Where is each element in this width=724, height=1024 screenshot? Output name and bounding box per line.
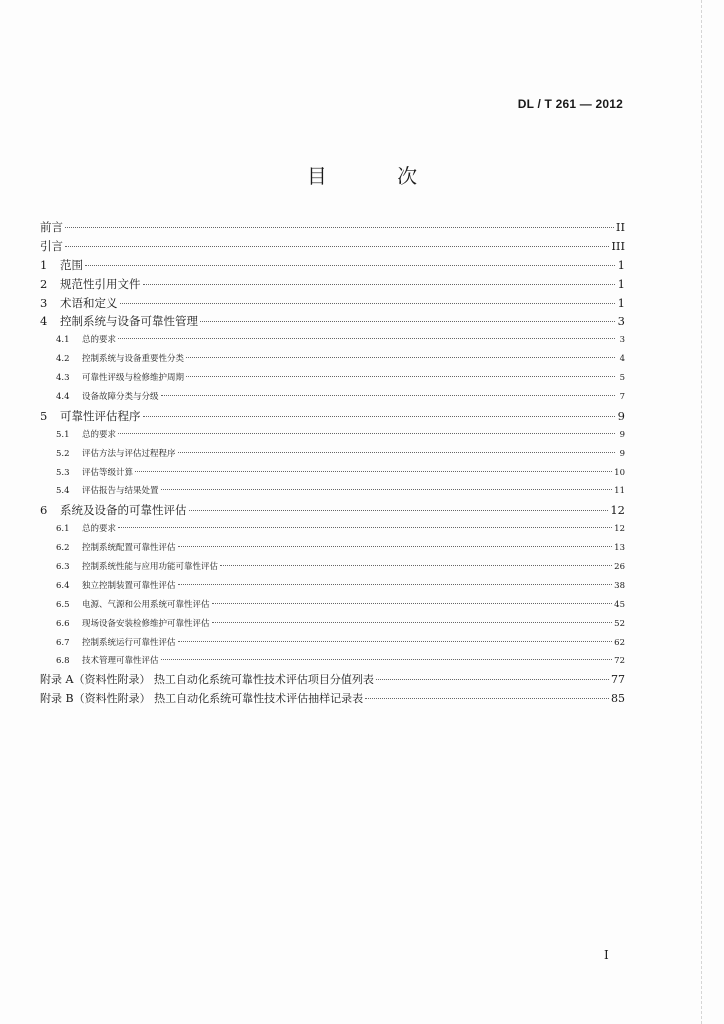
toc-entry-page: 9: [619, 448, 625, 459]
toc-entry-number: 5: [40, 408, 48, 423]
toc-leader-dots: [178, 633, 613, 642]
toc-entry-label: 附录 A（资料性附录） 热工自动化系统可靠性技术评估项目分值列表: [40, 673, 374, 687]
toc-entry-number: 4.4: [56, 392, 70, 403]
toc-entry-page: 26: [614, 562, 625, 573]
toc-entry[interactable]: [40, 350, 625, 369]
toc-entry-number: 6.3: [56, 562, 70, 573]
toc-entry[interactable]: [40, 426, 625, 445]
toc-entry-page: 45: [614, 599, 625, 610]
toc-entry-page: 7: [619, 392, 625, 403]
toc-entry-label: 附录 B（资料性附录） 热工自动化系统可靠性技术评估抽样记录表: [40, 692, 364, 706]
toc-entry-page: 1: [617, 257, 625, 272]
toc-entry-page: 12: [614, 524, 625, 535]
toc-entry-label: 前言: [40, 220, 63, 234]
toc-entry-label: 评估报告与结果处置: [82, 486, 159, 497]
toc-entry-number: 6.7: [56, 637, 70, 648]
toc-entry-number: 4: [40, 314, 48, 329]
toc-leader-dots: [220, 557, 612, 566]
toc-leader-dots: [65, 217, 614, 228]
toc-entry[interactable]: [40, 369, 625, 388]
toc-entry-page: 4: [619, 354, 625, 365]
toc-leader-dots: [118, 331, 615, 340]
toc-entry-number: 5.4: [56, 486, 70, 497]
toc-entry-label: 设备故障分类与分级: [82, 392, 159, 403]
toc-leader-dots: [161, 387, 615, 396]
table-of-contents: [40, 218, 625, 709]
toc-entry-label: 总的要求: [82, 524, 117, 535]
toc-entry-label: 总的要求: [82, 335, 117, 346]
toc-entry-page: 11: [614, 486, 625, 497]
toc-entry-page: 1: [617, 276, 625, 291]
toc-entry[interactable]: [40, 615, 625, 634]
toc-entry-number: 6.5: [56, 599, 70, 610]
toc-entry-label: 术语和定义: [60, 295, 118, 310]
toc-leader-dots: [143, 273, 616, 284]
toc-entry[interactable]: [40, 577, 625, 596]
toc-entry[interactable]: [40, 256, 625, 275]
toc-entry-number: 5.1: [56, 429, 70, 440]
toc-leader-dots: [85, 254, 615, 265]
toc-entry-label: 可靠性评估程序: [60, 408, 141, 423]
toc-entry-page: 12: [610, 503, 625, 518]
toc-entry[interactable]: [40, 445, 625, 464]
toc-entry-number: 1: [40, 257, 48, 272]
toc-entry-page: 9: [619, 429, 625, 440]
toc-entry[interactable]: [40, 690, 625, 709]
toc-leader-dots: [161, 482, 613, 491]
toc-entry-number: 6: [40, 503, 48, 518]
toc-entry-label: 评估方法与评估过程程序: [82, 448, 176, 459]
standard-code: DL / T 261 — 2012: [517, 97, 623, 111]
toc-leader-dots: [186, 368, 615, 377]
scan-edge-artifact: [700, 0, 702, 1024]
toc-entry[interactable]: [40, 331, 625, 350]
toc-entry-page: 3: [617, 314, 625, 329]
toc-entry-label: 控制系统配置可靠性评估: [82, 543, 176, 554]
toc-entry-label: 范围: [60, 257, 83, 272]
toc-entry-page: 62: [614, 637, 625, 648]
page-number: I: [604, 948, 609, 962]
toc-entry-number: 6.6: [56, 618, 70, 629]
toc-leader-dots: [178, 539, 613, 548]
toc-entry-label: 控制系统性能与应用功能可靠性评估: [82, 562, 219, 573]
toc-entry[interactable]: [40, 388, 625, 407]
toc-entry-label: 独立控制装置可靠性评估: [82, 580, 176, 591]
toc-entry-number: 5.3: [56, 467, 70, 478]
toc-entry-page: 10: [614, 467, 625, 478]
toc-leader-dots: [189, 500, 609, 511]
toc-leader-dots: [65, 236, 609, 247]
toc-entry[interactable]: [40, 482, 625, 501]
toc-entry[interactable]: [40, 520, 625, 539]
toc-entry-label: 现场设备安装检修维护可靠性评估: [82, 618, 210, 629]
toc-leader-dots: [135, 463, 612, 472]
toc-entry-page: 52: [614, 618, 625, 629]
toc-entry-page: II: [615, 220, 625, 234]
toc-entry-page: 38: [614, 580, 625, 591]
toc-leader-dots: [178, 444, 615, 453]
toc-leader-dots: [212, 595, 613, 604]
toc-leader-dots: [186, 350, 615, 359]
toc-leader-dots: [161, 652, 613, 661]
toc-entry-label: 引言: [40, 238, 63, 253]
toc-entry-page: 9: [617, 408, 625, 423]
toc-entry-label: 控制系统运行可靠性评估: [82, 637, 176, 648]
toc-entry-label: 电源、气源和公用系统可靠性评估: [82, 599, 210, 610]
toc-entry[interactable]: [40, 634, 625, 653]
toc-entry-number: 6.2: [56, 543, 70, 554]
toc-entry-label: 控制系统与设备重要性分类: [82, 354, 185, 365]
toc-entry-number: 4.3: [56, 373, 70, 384]
toc-leader-dots: [178, 576, 613, 585]
toc-leader-dots: [376, 669, 609, 680]
toc-entry[interactable]: [40, 294, 625, 313]
toc-leader-dots: [120, 292, 616, 303]
toc-entry-label: 规范性引用文件: [60, 276, 141, 291]
toc-entry[interactable]: [40, 407, 625, 426]
toc-entry-label: 控制系统与设备可靠性管理: [60, 314, 198, 329]
toc-entry[interactable]: [40, 464, 625, 483]
toc-entry[interactable]: [40, 539, 625, 558]
toc-entry-label: 可靠性评级与检修维护周期: [82, 373, 185, 384]
toc-leader-dots: [118, 520, 612, 529]
toc-entry-label: 技术管理可靠性评估: [82, 656, 159, 667]
toc-entry-number: 6.1: [56, 524, 70, 535]
toc-entry-number: 2: [40, 276, 48, 291]
toc-entry-number: 3: [40, 295, 48, 310]
toc-entry-label: 总的要求: [82, 429, 117, 440]
toc-entry-number: 6.4: [56, 580, 70, 591]
toc-leader-dots: [212, 614, 613, 623]
toc-entry-page: 72: [614, 656, 625, 667]
toc-entry[interactable]: [40, 312, 625, 331]
toc-leader-dots: [200, 311, 615, 322]
toc-entry-page: 77: [611, 673, 625, 687]
toc-leader-dots: [143, 406, 616, 417]
toc-entry-page: 5: [619, 373, 625, 384]
toc-entry[interactable]: [40, 275, 625, 294]
toc-entry-label: 系统及设备的可靠性评估: [60, 503, 187, 518]
toc-entry[interactable]: [40, 596, 625, 615]
toc-entry-label: 评估等级计算: [82, 467, 134, 478]
toc-leader-dots: [365, 688, 609, 699]
toc-entry-number: 6.8: [56, 656, 70, 667]
toc-entry-page: 3: [619, 335, 625, 346]
toc-entry-page: 85: [611, 692, 625, 706]
toc-entry[interactable]: [40, 558, 625, 577]
toc-entry-page: III: [611, 238, 625, 253]
toc-entry-number: 4.1: [56, 335, 70, 346]
toc-entry-page: 13: [614, 543, 625, 554]
toc-entry[interactable]: [40, 237, 625, 256]
toc-entry[interactable]: [40, 218, 625, 237]
page-title: 目 次: [306, 164, 450, 188]
toc-entry-number: 5.2: [56, 448, 70, 459]
toc-leader-dots: [118, 425, 615, 434]
toc-entry[interactable]: [40, 501, 625, 520]
toc-entry-page: 1: [617, 295, 625, 310]
toc-entry-number: 4.2: [56, 354, 70, 365]
